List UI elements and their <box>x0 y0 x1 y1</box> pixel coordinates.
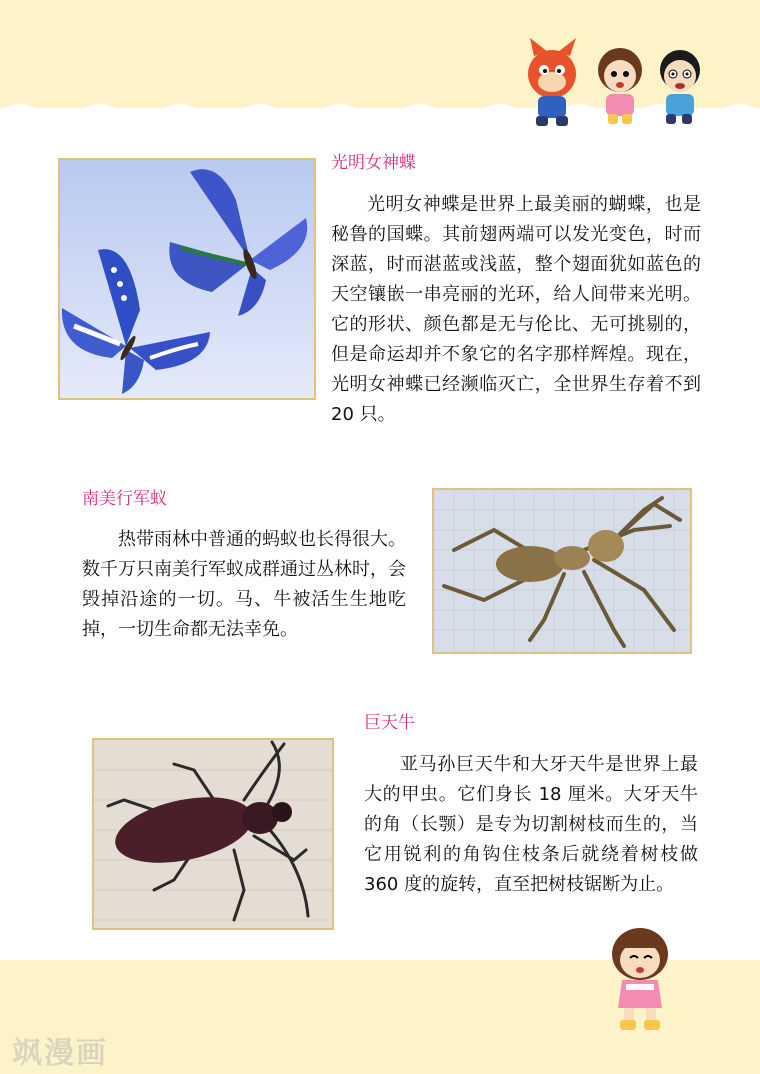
section-text-giant-beetle: 亚马孙巨天牛和大牙天牛是世界上最大的甲虫。它们身长 18 厘米。大牙天牛的角（长颚）是专为切割树枝而生的，当它用锐利的角钩住枝条后就绕着树枝做 360 度的旋转，直至把树枝锯断为止。 <box>364 754 698 895</box>
section-title-butterfly: 光明女神蝶 <box>331 153 416 173</box>
butterfly-photo <box>58 158 316 400</box>
watermark-text: 飒漫画 <box>12 1036 108 1071</box>
section-title-giant-beetle: 巨天牛 <box>364 713 415 733</box>
ant-photo <box>432 488 692 654</box>
section-text-butterfly: 光明女神蝶是世界上最美丽的蝴蝶，也是秘鲁的国蝶。其前翅两端可以发光变色，时而深蓝，时而湛蓝或浅蓝，整个翅面犹如蓝色的天空镶嵌一串亮丽的光环，给人间带来光明。它的形状、颜色都是无与伦比、无可挑剔的，但是命运却并不象它的名字那样辉煌。现在，光明女神蝶已经濒临灭亡，全世界生存着不到 20 只。 <box>331 194 701 425</box>
section-text-army-ant: 热带雨林中普通的蚂蚁也长得很大。数千万只南美行军蚁成群通过丛林时，会毁掉沿途的一切。马、牛被活生生地吃掉，一切生命都无法幸免。 <box>82 529 406 640</box>
section-title-army-ant: 南美行军蚁 <box>82 489 167 509</box>
cartoon-girl-illustration <box>600 924 680 1034</box>
beetle-photo <box>92 738 334 930</box>
cartoon-characters-illustration <box>520 36 720 132</box>
